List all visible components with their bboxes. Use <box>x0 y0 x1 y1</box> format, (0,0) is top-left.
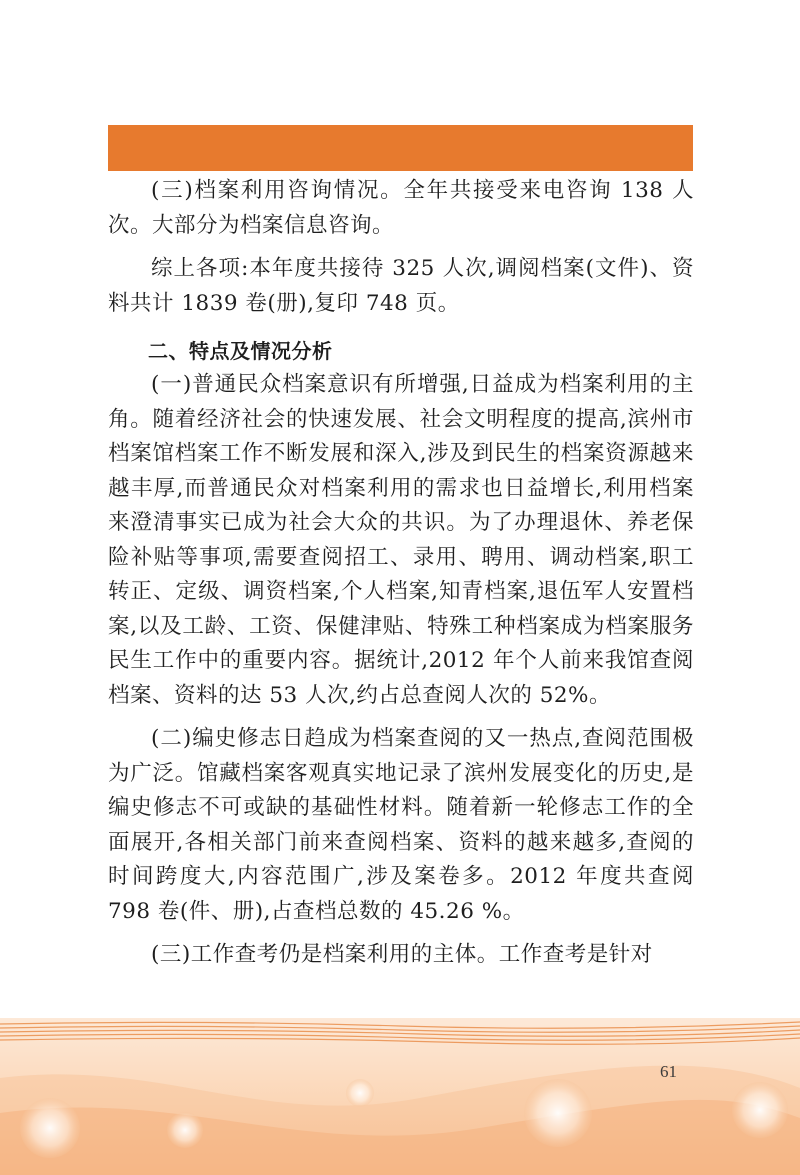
page-body <box>108 174 694 973</box>
bubble-decoration <box>346 1079 374 1107</box>
paragraph-summary: 综上各项:本年度共接待 325 人次,调阅档案(文件)、资料共计 1839 卷(册),复印 748 页。 <box>108 256 694 316</box>
paragraph-consultation: (三)档案利用咨询情况。全年共接受来电咨询 138 人次。大部分为档案信息咨询。 <box>108 178 694 238</box>
bubble-decoration <box>524 1079 592 1147</box>
paragraph-public-awareness: (一)普通民众档案意识有所增强,日益成为档案利用的主角。随着经济社会的快速发展、社会文明程度的提高,滨州市档案馆档案工作不断发展和深入,涉及到民生的档案资源越来越丰厚,而普通民众对档案利用的需求也日益增长,利用档案来澄清事实已成为社会大众的共识。为了办理退休、养老保险补贴等事项,需要查阅招工、录用、聘用、调动档案,职工转正、定级、调资档案,个人档案,知青档案,退伍军人安置档案,以及工龄、工资、保健津贴、特殊工种档案成为档案服务民生工作中的重要内容。据统计,2012 年个人前来我馆查阅档案、资料的达 53 人次,约占总查阅人次的 52%。 <box>108 372 694 708</box>
bubble-decoration <box>732 1082 788 1138</box>
footer-decoration <box>0 1018 800 1175</box>
section-heading: 二、特点及情况分析 <box>148 339 333 363</box>
footer-wave-graphic <box>0 1018 800 1175</box>
page-number: 61 <box>660 1062 677 1081</box>
header-bar <box>108 125 693 171</box>
paragraph-work-reference: (三)工作查考仍是档案利用的主体。工作查考是针对 <box>151 942 653 967</box>
bubble-decoration <box>167 1112 203 1148</box>
bubble-decoration <box>20 1098 80 1158</box>
paragraph-history-compilation: (二)编史修志日趋成为档案查阅的又一热点,查阅范围极为广泛。馆藏档案客观真实地记录了滨州发展变化的历史,是编史修志不可或缺的基础性材料。随着新一轮修志工作的全面展开,各相关部门前来查阅档案、资料的越来越多,查阅的时间跨度大,内容范围广,涉及案卷多。2012 年度共查阅 798 卷(件、册),占查档总数的 45.26 %。 <box>108 726 694 924</box>
